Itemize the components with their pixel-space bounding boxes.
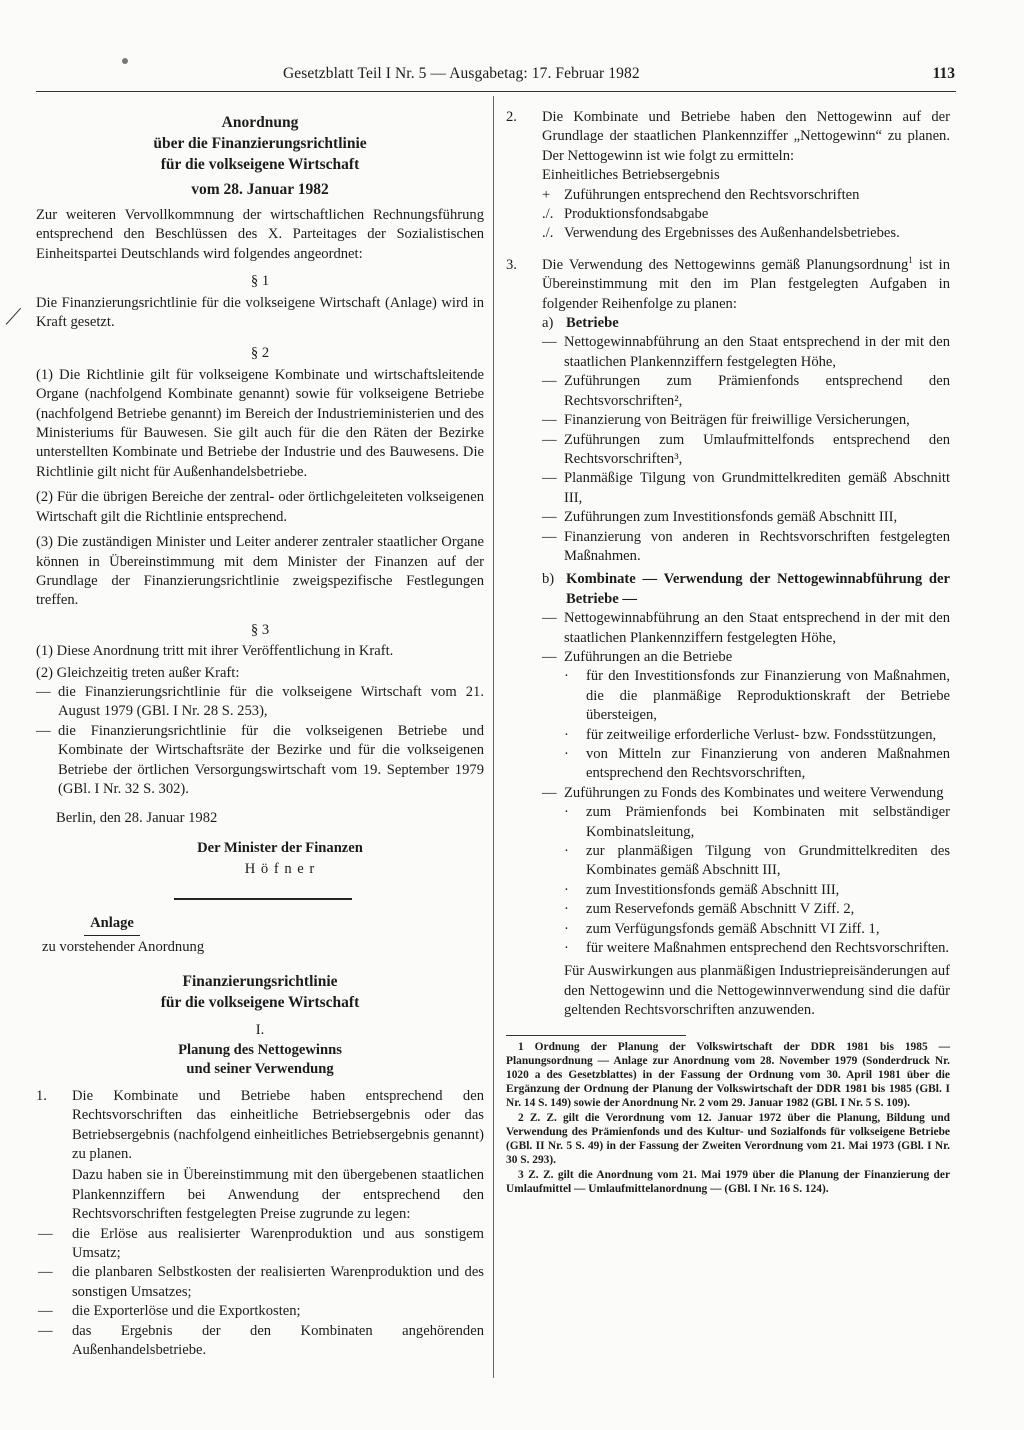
column-divider: [493, 96, 494, 1378]
subitem-a-list: [542, 333, 950, 566]
right-column: [506, 108, 950, 1197]
page-header: [283, 64, 955, 88]
calc-operator: ./.: [542, 225, 554, 242]
signer-name: H ö f n e r: [244, 861, 316, 878]
item-1-para-1: Die Kombinate und Betriebe haben entsprechend den Rechtsvorschriften das einheitliche Betriebsergebnis oder das Betriebsergebnis (nachfolgend einheitliches Betriebsergebnis genannt) zu planen.: [72, 1087, 485, 1163]
list-item: — Planmäßige Tilgung von Grundmittelkrediten gemäß Abschnitt III,: [542, 469, 950, 508]
item-1-list: [36, 1225, 484, 1361]
ordinance-title-line: über die Finanzierungsrichtlinie: [153, 135, 367, 152]
list-item: — Zuführungen zum Umlaufmittelfonds entsprechend den Rechtsvorschriften³,: [542, 431, 950, 470]
item-2-base: Einheitliches Betriebsergebnis: [542, 167, 720, 184]
list-item: — die Finanzierungsrichtlinie für die volkseigene Wirtschaft vom 21. August 1979 (GBl. I Nr. 28 S. 253),: [36, 683, 484, 722]
annex-title-line: für die volkseigene Wirtschaft: [160, 994, 360, 1012]
footnote-ref: 1: [908, 254, 913, 265]
chapter-title-line: Planung des Nettogewinns: [178, 1041, 342, 1058]
section-1-text: Die Finanzierungsrichtlinie für die volkseigene Wirtschaft (Anlage) wird in Kraft gesetzt.: [36, 294, 484, 331]
footnote: 3 Z. Z. gilt die Anordnung vom 21. Mai 1979 über die Planung der Finanzierung der Umlaufmittel — Umlaufmittelanordnung — (GBl. I Nr. 16 S. 124).: [506, 1168, 950, 1195]
nested-item: · zum Investitionsfonds gemäß Abschnitt III,: [564, 881, 950, 900]
nested-item: · zum Prämienfonds bei Kombinaten mit selbständiger Kombinatsleitung,: [564, 803, 950, 842]
item-1: [36, 1087, 484, 1225]
footnotes: [506, 1040, 950, 1196]
calc-row: [542, 224, 950, 243]
item-number: 1.: [36, 1087, 47, 1104]
calc-row: [542, 186, 950, 205]
calc-row: [542, 205, 950, 224]
list-item: — Nettogewinnabführung an den Staat entsprechend in der mit den staatlichen Plankennziffern festgelegten Höhe,: [542, 609, 950, 648]
item-2-text: Die Kombinate und Betriebe haben den Nettogewinn auf der Grundlage der staatlichen Plankennziffer „Nettogewinn“ zu planen. Der Nettogewinn ist wie folgt zu ermitteln:: [542, 109, 950, 164]
calc-text: Zuführungen entsprechend den Rechtsvorschriften: [564, 186, 860, 203]
section-2-para-2: (2) Für die übrigen Bereiche der zentral- oder örtlichgeleiteten volkseigenen Wirtschaft gilt die Richtlinie entsprechend.: [36, 489, 484, 525]
list-item: [542, 784, 950, 959]
calc-operator: +: [542, 186, 551, 203]
nested-item: · für zeitweilige erforderliche Verlust- bzw. Fondsstützungen,: [564, 726, 950, 745]
subitem-title: Kombinate — Verwendung der Nettogewinnabführung der Betriebe —: [566, 571, 950, 607]
subitem-title: Betriebe: [566, 315, 619, 332]
footnote: 1 Ordnung der Planung der Volkswirtschaft der DDR 1981 bis 1985 — Planungsordnung — Anlage zur Anordnung vom 28. November 1979 (Sonderdruck Nr. 1020 a des Gesetzblattes) in der Fassung der Ordnung vom 30. April 1981 über die Ergänzung der Ordnung der Planung der Volkswirtschaft der DDR 1981 bis 1985 (GBl. I Nr. 14 S. 149) sowie der Anordnung Nr. 2 vom 29. Januar 1982 (GBl. I Nr. 5 S. 109).: [506, 1040, 950, 1109]
list-item-text: Zuführungen an die Betriebe: [564, 648, 733, 665]
section-2-heading: § 2: [250, 345, 270, 362]
subitem-label: b): [542, 571, 555, 588]
item-3: [506, 256, 950, 1021]
nested-list: [564, 803, 950, 958]
list-item: — die Exporterlöse und die Exportkosten;: [36, 1302, 484, 1321]
section-2-para-3: (3) Die zuständigen Minister und Leiter anderer zentraler staatlicher Organe können in Übereinstimmung mit dem Minister der Finanzen auf der Grundlage der Finanzierungsrichtlinie zweigspezifische Festlegungen treffen.: [36, 534, 484, 609]
page-number: 113: [932, 65, 955, 82]
chapter-title: [36, 1041, 484, 1079]
item-number: 3.: [506, 256, 517, 273]
place-date: Berlin, den 28. Januar 1982: [56, 810, 218, 827]
item-number: 2.: [506, 109, 517, 125]
item-3-text-b: ist in Übereinstimmung mit den im Plan festgelegten Aufgaben in folgender Reihenfolge zu planen:: [542, 256, 950, 312]
annex-title: [36, 971, 484, 1013]
left-column: [36, 112, 484, 1361]
nested-item: · zur planmäßigen Tilgung von Grundmittelkrediten des Kombinates gemäß Abschnitt III,: [564, 842, 950, 881]
list-item: [542, 648, 950, 784]
nested-item: · für den Investitionsfonds zur Finanzierung von Maßnahmen, die die planmäßige Reproduktionskraft der Betriebe übersteigen,: [564, 667, 950, 725]
list-item: — das Ergebnis der den Kombinaten angehörenden Außenhandelsbetriebe.: [36, 1322, 484, 1361]
header-rule: [36, 91, 956, 92]
item-3-text-a: Die Verwendung des Nettogewinns gemäß Planungsordnung: [542, 256, 909, 273]
nested-item: · zum Verfügungsfonds gemäß Abschnitt VI Ziff. 1,: [564, 920, 950, 939]
list-item: — die Erlöse aus realisierter Warenproduktion und aus sonstigem Umsatz;: [36, 1225, 484, 1264]
ordinance-title-line: Anordnung: [221, 114, 299, 131]
annex-underline: [84, 935, 140, 936]
section-2-para-1: (1) Die Richtlinie gilt für volkseigene Kombinate und wirtschaftsleitende Organe (nachfolgend Kombinate genannt) sowie für volkseigene Betriebe (nachfolgend Betriebe genannt) im Bereich der Industrieministerien und des Ministeriums für Bauwesen. Sie gilt auch für die den Räten der Bezirke unterstellten Kombinate und Betriebe der Industrie und des Bauwesens. Die Richtlinie gilt nicht für Außenhandelsbetriebe.: [36, 366, 484, 480]
list-item: — die planbaren Selbstkosten der realisierten Warenproduktion und des sonstigen Umsatzes;: [36, 1263, 484, 1302]
annex-title-line: Finanzierungsrichtlinie: [182, 973, 338, 991]
ordinance-title: [36, 112, 484, 175]
calc-text: Produktionsfondsabgabe: [564, 206, 709, 223]
subitem-a: [542, 314, 950, 333]
list-item: — Zuführungen zum Investitionsfonds gemäß Abschnitt III,: [542, 508, 950, 527]
preamble: Zur weiteren Vervollkommnung der wirtschaftlichen Rechnungsführung entsprechend den Beschlüssen des X. Parteitages der Sozialistischen Einheitspartei Deutschlands wird folgendes angeordnet:: [36, 207, 484, 262]
nested-item: · von Mitteln zur Finanzierung von anderen Maßnahmen entsprechend den Rechtsvorschriften,: [564, 745, 950, 784]
annex-label: Anlage: [90, 914, 134, 931]
list-item: — Finanzierung von anderen in Rechtsvorschriften festgelegten Maßnahmen.: [542, 528, 950, 567]
net-profit-calculation: [542, 186, 950, 244]
list-item: — Finanzierung von Beiträgen für freiwillige Versicherungen,: [542, 411, 950, 430]
margin-pencil-mark: [6, 308, 21, 325]
ordinance-date: vom 28. Januar 1982: [191, 181, 329, 198]
footnote-rule: [506, 1035, 686, 1036]
nested-list: [564, 667, 950, 783]
subitem-label: a): [542, 315, 554, 332]
scan-speck: [122, 58, 128, 64]
list-item: — Nettogewinnabführung an den Staat entsprechend in der mit den staatlichen Plankennziffern festgelegten Höhe,: [542, 333, 950, 372]
repealed-list: [36, 683, 484, 799]
closing-paragraph: Für Auswirkungen aus planmäßigen Industriepreisänderungen auf den Nettogewinn und die Nettogewinnverwendung sind die dafür geltenden Rechtsvorschriften anzuwenden.: [564, 963, 950, 1019]
signer-title: Der Minister der Finanzen: [197, 839, 363, 856]
subitem-b: [542, 570, 950, 609]
annex-subtitle: zu vorstehender Anordnung: [42, 939, 205, 955]
section-3-para-2: (2) Gleichzeitig treten außer Kraft:: [36, 664, 240, 681]
item-2: [506, 108, 950, 244]
section-1-heading: § 1: [250, 273, 270, 290]
section-3-heading: § 3: [250, 621, 270, 638]
chapter-number: I.: [255, 1022, 265, 1039]
calc-operator: ./.: [542, 206, 554, 223]
section-3-para-1: (1) Diese Anordnung tritt mit ihrer Veröffentlichung in Kraft.: [36, 643, 394, 660]
nested-item: · zum Reservefonds gemäß Abschnitt V Ziff. 2,: [564, 900, 950, 919]
item-1-para-2: Dazu haben sie in Übereinstimmung mit den übergebenen staatlichen Plankennziffern bei Anwendung der entsprechend den Rechtsvorschriften festgelegten Preise zugrunde zu legen:: [72, 1167, 484, 1223]
chapter-title-line: und seiner Verwendung: [186, 1060, 334, 1077]
header-text: Gesetzblatt Teil I Nr. 5 — Ausgabetag: 17. Februar 1982: [283, 65, 640, 82]
ordinance-title-line: für die volkseigene Wirtschaft: [160, 156, 360, 173]
signature-rule: [174, 898, 352, 900]
item-3-text: [542, 256, 950, 314]
nested-item: · für weitere Maßnahmen entsprechend den Rechtsvorschriften.: [564, 939, 950, 958]
calc-text: Verwendung des Ergebnisses des Außenhandelsbetriebes.: [564, 225, 900, 242]
list-item: — die Finanzierungsrichtlinie für die volkseigenen Betriebe und Kombinate der Wirtschaftsräte der Bezirke und für die volkseigenen Betriebe der örtlichen Versorgungswirtschaft vom 19. September 1979 (GBl. I Nr. 32 S. 302).: [36, 722, 484, 800]
subitem-b-list: [542, 609, 950, 958]
list-item: — Zuführungen zum Prämienfonds entsprechend den Rechtsvorschriften²,: [542, 372, 950, 411]
list-item-text: Zuführungen zu Fonds des Kombinates und weitere Verwendung: [564, 784, 944, 801]
footnote: 2 Z. Z. gilt die Verordnung vom 12. Januar 1972 über die Planung, Bildung und Verwendung des Prämienfonds und des Kultur- und Sozialfonds für volkseigene Betriebe (GBl. II Nr. 5 S. 49) in der Fassung der Zweiten Verordnung vom 21. Mai 1973 (GBl. I Nr. 30 S. 293).: [506, 1111, 950, 1166]
